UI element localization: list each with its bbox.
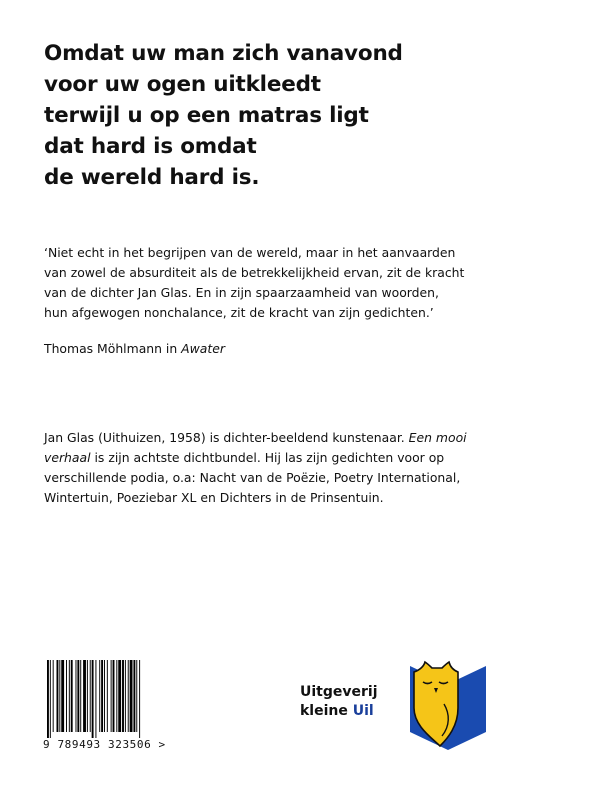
publisher-line — [300, 702, 378, 721]
headline-line: Omdat uw man zich vanavond — [44, 41, 403, 66]
barcode-bar — [111, 660, 112, 732]
bio-line — [44, 428, 574, 448]
attribution-author: Thomas Möhlmann in — [44, 341, 182, 356]
barcode-bar — [66, 660, 67, 732]
bio-line: Wintertuin, Poeziebar XL en Dichters in de Prinsentuin. — [44, 490, 384, 505]
isbn-barcode — [43, 660, 193, 754]
quote-line: van de dichter Jan Glas. En in zijn spaarzaamheid van woorden, — [44, 285, 439, 300]
quote-line: van zowel de absurditeit als de betrekkelijkheid ervan, zit de kracht — [44, 265, 465, 280]
quote-line: hun afgewogen nonchalance, zit de kracht van zijn gedichten.’ — [44, 305, 434, 320]
headline-line: dat hard is omdat — [44, 134, 257, 159]
barcode-bar — [59, 660, 60, 732]
publisher-word-accent: Uil — [352, 703, 374, 719]
barcode-bar — [116, 660, 117, 732]
barcode-bar — [125, 660, 126, 732]
barcode-bar — [50, 660, 51, 738]
barcode-bar — [57, 660, 59, 732]
barcode-bar — [128, 660, 129, 732]
barcode-bar — [99, 660, 100, 732]
quote-attribution — [44, 339, 225, 359]
barcode-bar — [104, 660, 105, 732]
barcode-bar — [80, 660, 81, 732]
owl-book-logo-icon — [408, 660, 488, 752]
barcode-bar — [133, 660, 135, 732]
back-cover-headline — [44, 38, 564, 193]
barcode-bar — [83, 660, 86, 732]
review-quote — [44, 243, 574, 323]
barcode-bar — [130, 660, 133, 732]
bio-text: Jan Glas (Uithuizen, 1958) is dichter-beeldend kunstenaar. — [44, 430, 409, 445]
barcode-bar — [122, 660, 124, 732]
bio-line — [44, 448, 574, 468]
publisher-line: Uitgeverij — [300, 684, 378, 700]
barcode-bar — [47, 660, 49, 738]
book-title-part: Een mooi — [408, 430, 467, 445]
bio-line: verschillende podia, o.a: Nacht van de Poëzie, Poetry International, — [44, 470, 461, 485]
barcode-bar — [61, 660, 64, 732]
barcode-bar — [136, 660, 137, 732]
barcode-bar — [92, 660, 94, 738]
book-title-part: verhaal — [44, 450, 91, 465]
barcode-bars — [43, 660, 193, 738]
headline-line: de wereld hard is. — [44, 165, 260, 190]
barcode-bar — [107, 660, 108, 732]
isbn-number: 9 789493 323506 > — [43, 738, 166, 751]
barcode-bar — [139, 660, 140, 738]
barcode-bar — [87, 660, 88, 732]
barcode-bar — [76, 660, 77, 732]
attribution-source: Awater — [181, 341, 225, 356]
barcode-bar — [118, 660, 121, 732]
barcode-bar — [95, 660, 96, 738]
bio-text: is zijn achtste dichtbundel. Hij las zijn gedichten voor op — [90, 450, 445, 465]
barcode-bar — [53, 660, 54, 732]
barcode-bar — [90, 660, 91, 732]
headline-line: voor uw ogen uitkleedt — [44, 72, 321, 97]
publisher-word: kleine — [300, 703, 353, 719]
quote-line: ‘Niet echt in het begrijpen van de wereld, maar in het aanvaarden — [44, 245, 456, 260]
author-bio — [44, 428, 574, 508]
headline-line: terwijl u op een matras ligt — [44, 103, 369, 128]
barcode-bar — [71, 660, 73, 732]
barcode-bar — [101, 660, 103, 732]
barcode-bar — [69, 660, 70, 732]
barcode-bar — [77, 660, 79, 732]
publisher-name — [300, 683, 378, 721]
barcode-bar — [113, 660, 115, 732]
